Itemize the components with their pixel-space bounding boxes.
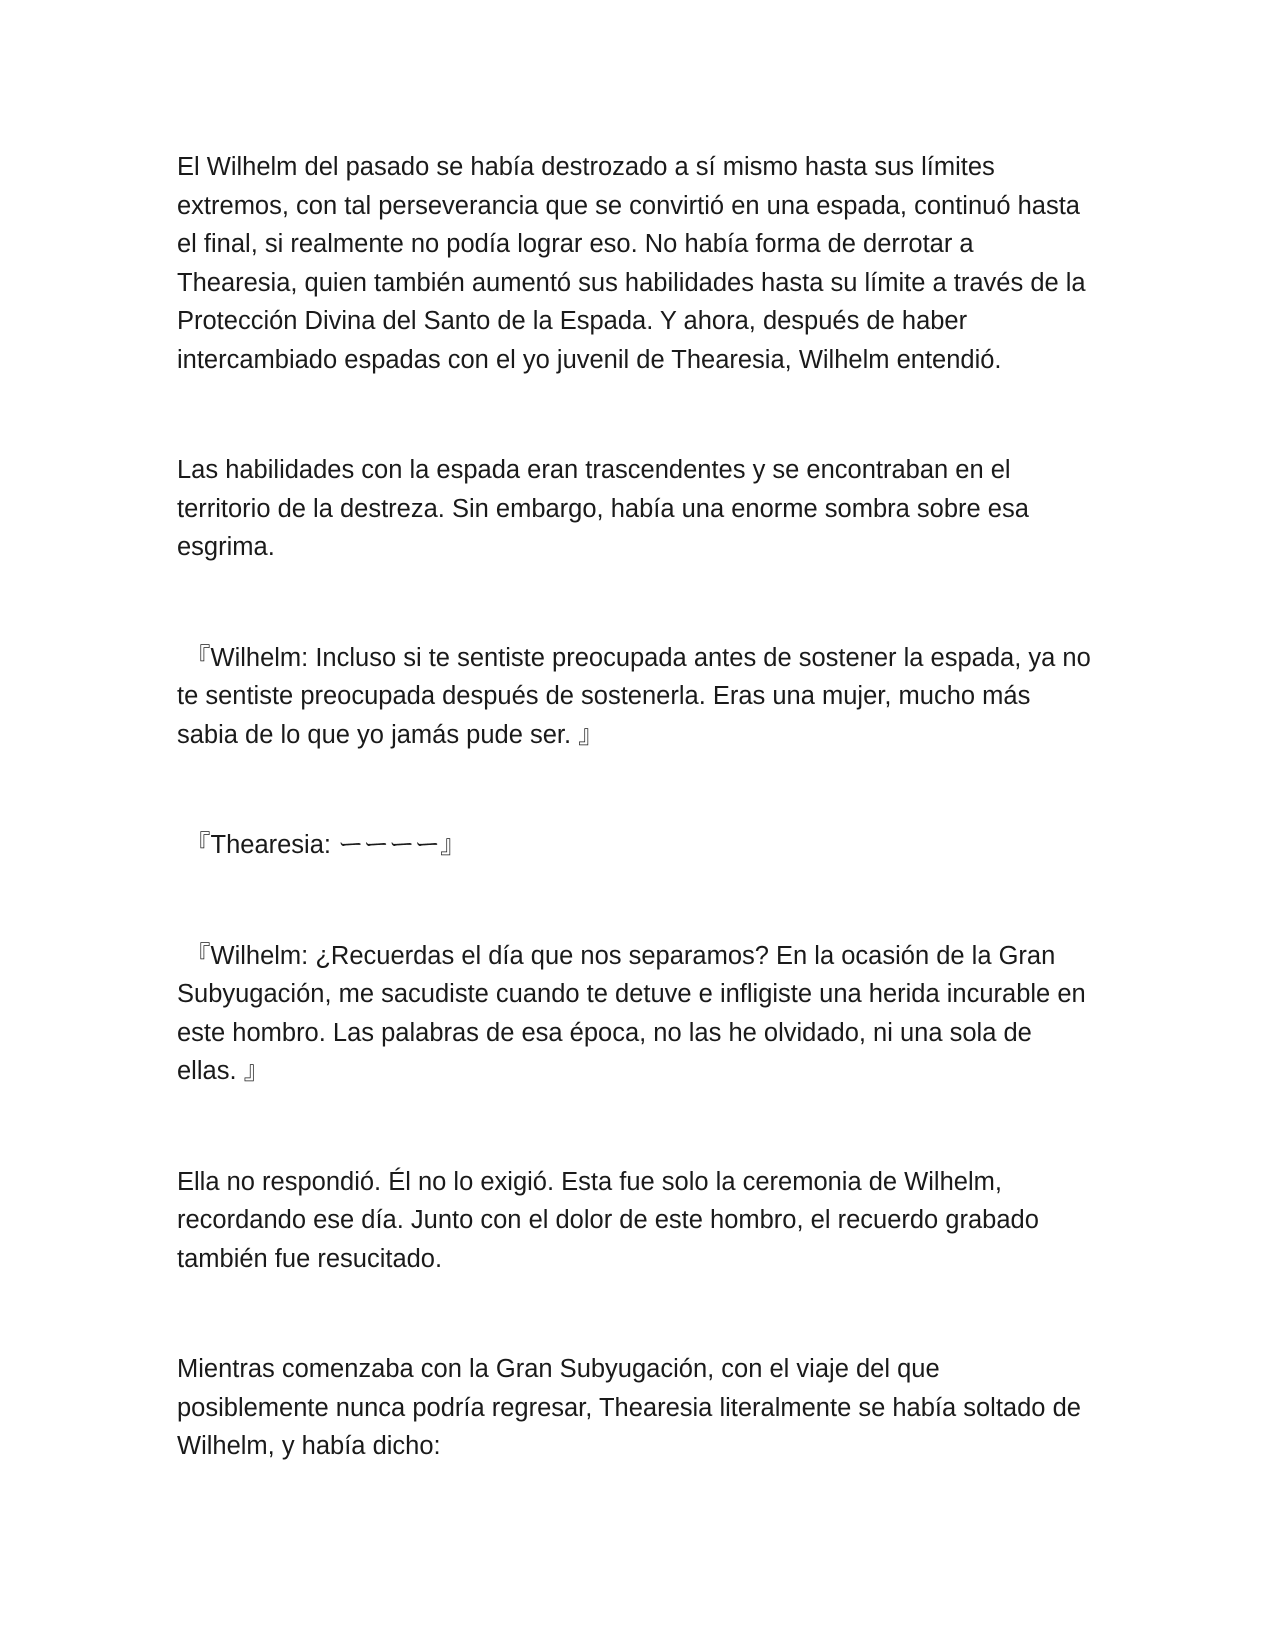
paragraph-wilhelm-past: El Wilhelm del pasado se había destrozado a sí mismo hasta sus límites extremos, con tal perseverancia que se convirtió en una espada, continuó hasta el final, si realmente no podía lograr eso. No había forma de derrotar a Thearesia, quien también aumentó sus habilidades hasta su límite a través de la Protección Divina del Santo de la Espada. Y ahora, después de haber intercambiado espadas con el yo juvenil de Thearesia, Wilhelm entendió. [177, 153, 1086, 374]
dialogue-wilhelm-worried: 『Wilhelm: Incluso si te sentiste preocupada antes de sostener la espada, ya no te sentiste preocupada después de sostenerla. Eras una mujer, mucho más sabia de lo que yo jamás pude ser. 』 [177, 643, 1091, 749]
paragraph-no-response: Ella no respondió. Él no lo exigió. Esta fue solo la ceremonia de Wilhelm, recordando ese día. Junto con el dolor de este hombro, el recuerdo grabado también fue resucitado. [177, 1167, 1039, 1273]
paragraph-sword-skills: Las habilidades con la espada eran trascendentes y se encontraban en el territorio de la destreza. Sin embargo, había una enorme sombra sobre esa esgrima. [177, 456, 1029, 561]
paragraph-great-subjugation: Mientras comenzaba con la Gran Subyugación, con el viaje del que posiblemente nunca podría regresar, Thearesia literalmente se había soltado de Wilhelm, y había dicho: [177, 1355, 1081, 1460]
document-body [177, 148, 1097, 1466]
dialogue-thearesia-silence: 『Thearesia: ーーーー』 [185, 831, 466, 859]
dialogue-wilhelm-remember: 『Wilhelm: ¿Recuerdas el día que nos separamos? En la ocasión de la Gran Subyugación, me sacudiste cuando te detuve e infligiste una herida incurable en este hombro. Las palabras de esa época, no las he olvidado, ni una sola de ellas. 』 [177, 941, 1086, 1085]
